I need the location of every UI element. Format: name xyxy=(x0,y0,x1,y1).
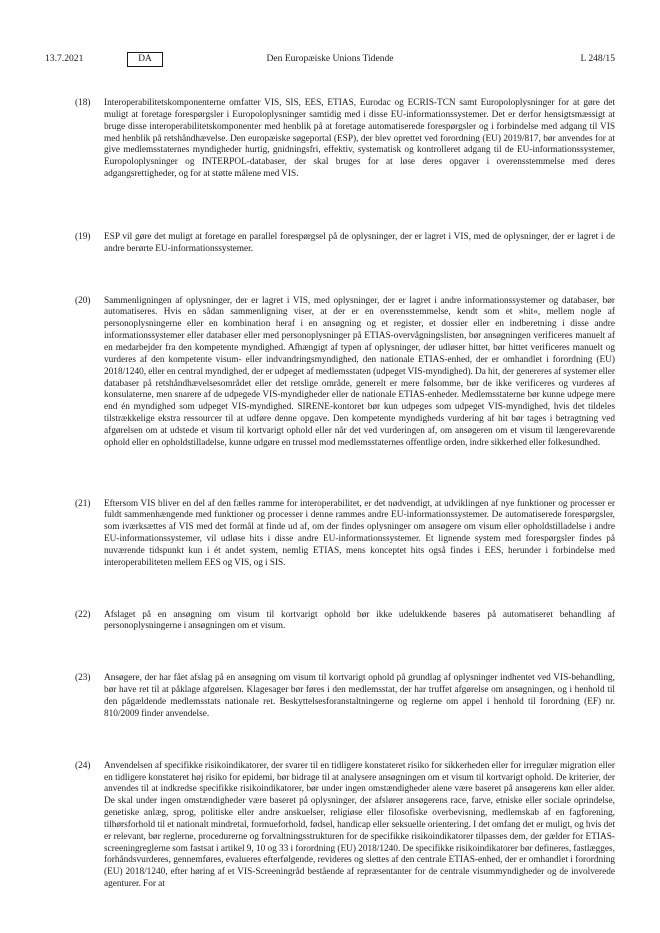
recital-number: (24) xyxy=(75,760,91,771)
recital-number: (21) xyxy=(75,498,91,509)
page-header xyxy=(45,52,615,68)
recital-text: Ansøgere, der har fået afslag på en ansøgning om visum til kortvarigt ophold på grundlag af oplysninger indhentet ved VIS-behandling, bør have ret til at påklage afgørelsen. Klagesager bør føres i den medlemsstat, der har truffet afgørelse om ansøgningen, og i henhold til den pågældende medlemsstats nationale ret. Beskyttelsesforanstaltningerne og reglerne om appel i henhold til forordning (EF) nr. 810/2009 finder anvendelse. xyxy=(104,673,615,719)
recital-text: Interoperabilitetskomponenterne omfatter VIS, SIS, EES, ETIAS, Eurodac og ECRIS-TCN samt Europoloplysninger for at gøre det muligt at foretage forespørgsler i Europoloplysninger samtidig med i disse EU-informationssystemer. Det er derfor hensigtsmæssigt at bruge disse interoperabilitetskomponenter med henblik på at foretage automatiserede forespørgsler og i forbindelse med adgang til VIS med henblik på retshåndhævelse. Den europæiske søgeportal (ESP), der blev oprettet ved forordning (EU) 2019/817, bør anvendes for at give medlemsstaternes myndigheder hurtig, gnidningsfri, effektiv, systematisk og kontrolleret adgang til de EU-informationssystemer, Europoloplysninger og INTERPOL-databaser, der skal bruges for at løse deres opgaver i overensstemmelse med deres adgangsrettigheder, og for at støtte målene med VIS. xyxy=(104,98,615,180)
recital-18 xyxy=(75,98,615,181)
recital-text: Sammenligningen af oplysninger, der er lagret i VIS, med oplysninger, der er lagret i andre informationssystemer og databaser, bør automatiseres. Hvis en sådan sammenligning viser, at der er en overensstemmelse, kendt som et »hit«, mellem nogle af personoplysningerne eller en kombination heraf i en ansøgning og et register, et dossier eller en indberetning i disse andre informationssystemer eller databaser eller med personoplysninger på ETIAS-overvågningslisten, bør ansøgningen verificeres manuelt af en medarbejder fra den kompetente myndighed. Afhængigt af typen af oplysninger, der udløser hittet, bør hittet verificeres manuelt og vurderes af den kompetente visum- eller indvandringsmyndighed, den nationale ETIAS-enhed, der er omhandlet i forordning (EU) 2018/1240, eller en central myndighed, der er udpeget af medlemsstaten (udpeget VIS-myndighed). Da hit, der genereres af systemer eller databaser på retshåndhævelsesområdet eller det retslige område, generelt er mere følsomme, bør de ikke verificeres og vurderes af konsulaterne, men snarere af de udpegede VIS-myndigheder eller de nationale ETIAS-enheder. Medlemsstaterne bør kunne udpege mere end én myndighed som udpeget VIS-myndighed. SIRENE-kontoret bør kun udpeges som udpeget VIS-myndighed, hvis det tildeles tilstrækkelige ekstra ressourcer til at udføre denne opgave. Den kompetente myndigheds vurdering af hit bør tages i betragtning ved afgørelsen om at udstede et visum til kortvarigt ophold eller når det ved vurderingen af, om ansøgeren om et visum til længerevarende ophold eller en opholdstilladelse, kunne udgøre en trussel mod medlemsstaternes offentlige orden, indre sikkerhed eller folkesundhed. xyxy=(104,295,615,448)
recital-number: (23) xyxy=(75,673,91,684)
recital-text: Anvendelsen af specifikke risikoindikatorer, der svarer til en tidligere konstateret risiko for sikkerheden eller for irregulær migration eller en tidligere konstateret høj risiko for epidemi, bør bidrage til at analysere ansøgningen om et visum til kortvarigt ophold. De kriterier, der anvendes til at indkredse specifikke risikoindikatorer, bør under ingen omstændigheder alene være baseret på ansøgerens køn eller alder. De skal under ingen omstændigheder være baseret på oplysninger, der afslører ansøgerens race, farve, etniske eller sociale oprindelse, genetiske anlæg, sprog, politiske eller andre anskuelser, religiøse eller filosofiske overbevisning, medlemskab af en fagforening, tilhørsforhold til et nationalt mindretal, formueforhold, fødsel, handicap eller seksuelle orientering. I det omfang det er muligt, og hvis det er relevant, bør reglerne, procedurerne og forvaltningsstrukturen for de specifikke risikoindikatorer tilpasses dem, der gælder for ETIAS-screeningreglerne som fastsat i artikel 9, 10 og 33 i forordning (EU) 2018/1240. De specifikke risikoindikatorer bør defineres, fastlægges, forhåndsvurderes, gennemføres, evalueres efterfølgende, revideres og slettes af den centrale ETIAS-enhed, der er omhandlet i forordning (EU) 2018/1240, efter høring af et VIS-Screeningråd bestående af repræsentanter for de centrale visummyndigheder og de involverede agenturer. For at xyxy=(104,760,615,890)
recital-text: ESP vil gøre det muligt at foretage en parallel forespørgsel på de oplysninger, der er lagret i VIS, med de oplysninger, der er lagret i de andre berørte EU-informationssystemer. xyxy=(104,231,615,254)
journal-title: Den Europæiske Unions Tidende xyxy=(266,53,394,64)
recital-19 xyxy=(75,232,615,256)
recital-21 xyxy=(75,499,615,570)
document-body xyxy=(75,98,615,891)
recital-23 xyxy=(75,673,615,720)
recital-22 xyxy=(75,610,615,634)
recital-text: Afslaget på en ansøgning om visum til kortvarigt ophold bør ikke udelukkende baseres på automatiseret behandling af personoplysningerne i ansøgningen om et visum. xyxy=(104,609,615,632)
page-reference: L 248/15 xyxy=(580,53,615,64)
recital-number: (20) xyxy=(75,295,91,306)
publication-date: 13.7.2021 xyxy=(45,53,84,64)
recital-number: (18) xyxy=(75,98,91,108)
recital-20 xyxy=(75,296,615,450)
recital-number: (19) xyxy=(75,231,91,242)
recital-24 xyxy=(75,761,615,891)
language-badge: DA xyxy=(127,52,163,67)
recital-text: Eftersom VIS bliver en del af den fælles ramme for interoperabilitet, er det nødvendigt, at udviklingen af nye funktioner og processer er fuldt sammenhængende med funktioner og processer i denne rammes andre EU-informationssystemer. De automatiserede forespørgsler, som iværksættes af VIS med det formål at finde ud af, om der findes oplysninger om ansøgere om visum eller opholdstilladelse i andre EU-informationssystemer, vil udløse hits i disse andre EU-informationssystemer. Et lignende system med forespørgsler findes på nuværende tidspunkt kun i ét andet system, nemlig ETIAS, mens konceptet hits også findes i EES, herunder i forbindelse med interoperabiliteten mellem EES og VIS, og i SIS. xyxy=(104,498,615,568)
recital-number: (22) xyxy=(75,609,91,620)
